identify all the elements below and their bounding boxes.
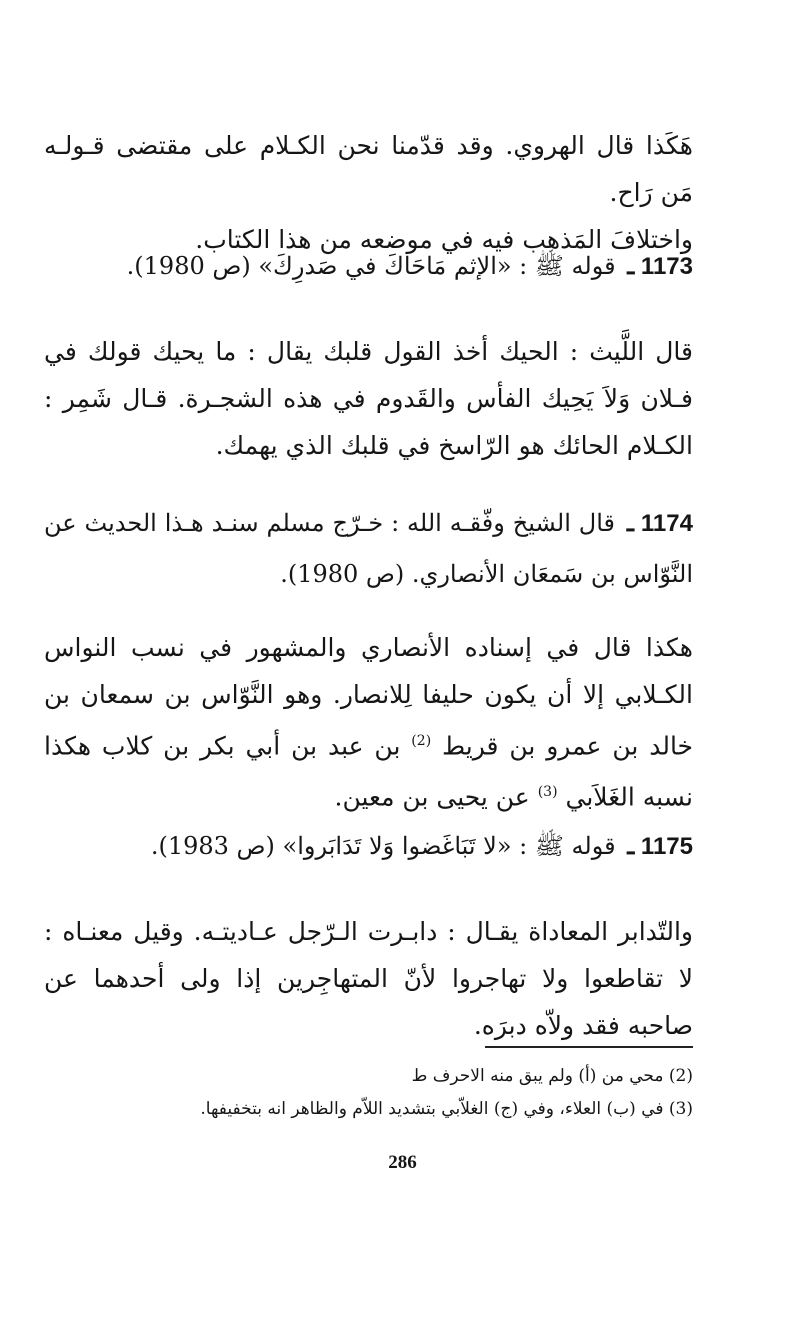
entry-number: 1174 ـ — [626, 510, 693, 537]
entry-heading-text: قوله ﷺ : «الإثم مَاحَاكَ في صَدرِكَ» (ص 1980). — [126, 252, 616, 280]
footnote-ref-2: (2) — [411, 733, 432, 749]
paragraph-tadabur: والتّدابر المعاداة يقـال : دابـرت الـرّجل عـاديتـه. وقيل معنـاه : لا تقاطعوا ولا تهاجروا لأنّ المتهاجِرين إذا ولى أحدهما عن صاحبه فقد ولاّه دبرَه. — [44, 917, 693, 1040]
paragraph-line: هَكَذا قال الهروي. وقد قدّمنا نحن الكـلام على مقتضى قـولـه مَن رَاح. — [44, 131, 693, 207]
paragraph-nawwas — [44, 624, 693, 821]
footnote-ref-3: (3) — [537, 784, 558, 801]
entry-heading-1173 — [44, 246, 693, 287]
entry-heading-text: قوله ﷺ : «لا تَبَاغَضوا وَلا تَدَابَروا» (ص 1983). — [150, 832, 616, 860]
entry-number: 1173 ـ — [627, 253, 693, 280]
entry-heading-1174 — [44, 498, 693, 599]
paragraph-text: هكذا قال في إسناده الأنصاري والمشهور في نسب النواس الكـلابي إلا أن يكون حليفا لِلانصار. وهو النَّوّاس بن سمعان بن خالد بن عمرو بن قريط — [44, 633, 694, 761]
paragraph-text: عن يحيى بن معين. — [334, 782, 530, 812]
footnote-3: (3) في (ب) العلاء، وفي (ج) الغلاّبي بتشديد اللاّم والظاهر انه بتخفيفها. — [200, 1099, 693, 1119]
page-number: 286 — [388, 1152, 417, 1173]
paragraph-line: واختلافَ المَذهب فيه في موضعه من هذا الكتاب. — [195, 225, 693, 254]
paragraph-opening — [44, 122, 693, 263]
footnote-2: (2) محي من (أ) ولم يبق منه الاحرف ط — [411, 1066, 693, 1086]
entry-number: 1175 ـ — [627, 833, 693, 860]
footnote-divider — [485, 1046, 693, 1048]
entry-heading-text: قال الشيخ وفّقـه الله : خـرّج مسلم سنـد هـذا الحديث عن النَّوّاس بن سَمعَان الأنصاري. (ص 1980). — [44, 509, 693, 588]
entry-heading-1175 — [44, 826, 693, 867]
paragraph-text: بن عبد بن أبي بكر بن كلاب هكذا نسبه الغَلاَبي — [44, 731, 693, 812]
paragraph-hayk: قال اللَّيث : الحيك أخذ القول قلبك يقال : ما يحيك قولك في فـلان وَلاَ يَحِيك الفأس والقَدوم في هذه الشجـرة. قـال شَمِر : الكـلام الحائك هو الرّاسخ في قلبك الذي يهمك. — [44, 337, 693, 460]
